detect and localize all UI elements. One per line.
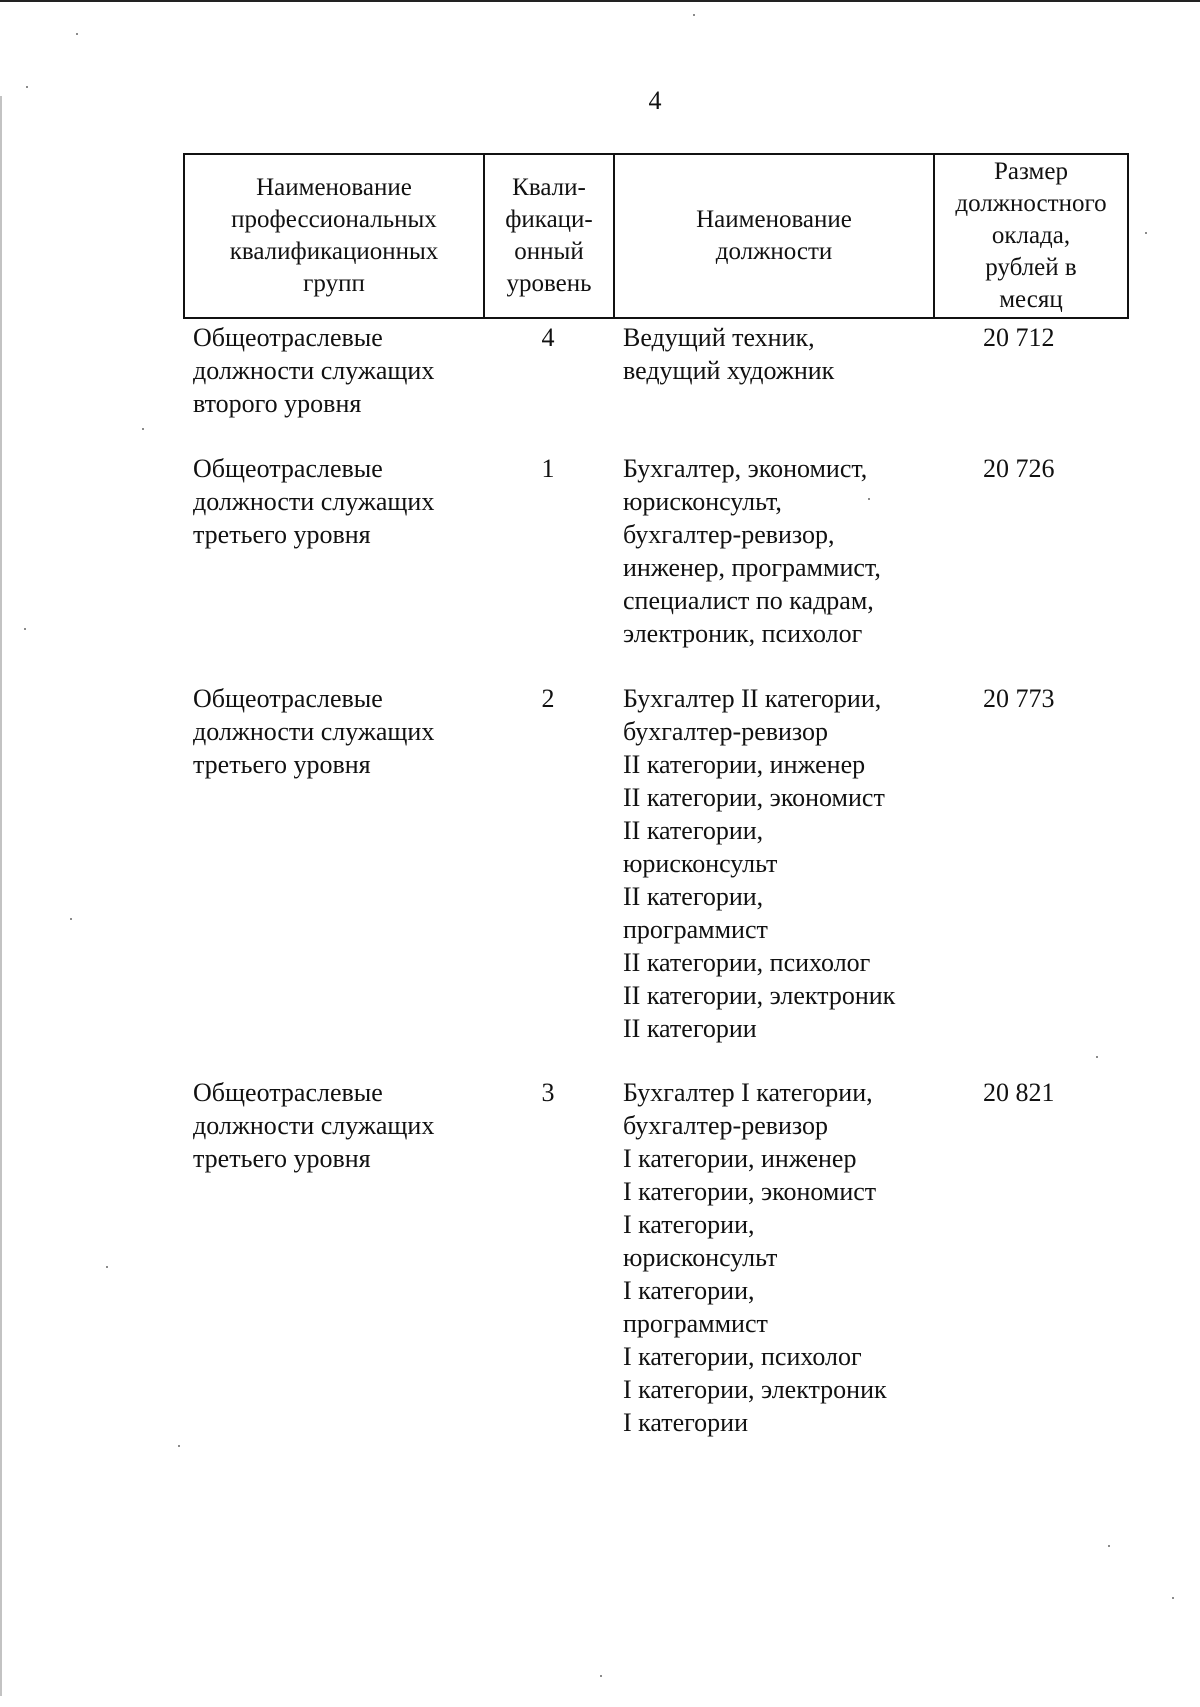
header-line: Квали-: [512, 174, 586, 201]
position-line: I категории, электроник: [623, 1375, 887, 1404]
position-cell: [623, 1076, 943, 1439]
scan-speck: [1145, 232, 1147, 234]
header-line: Наименование: [696, 206, 852, 233]
header-line: уровень: [506, 270, 592, 297]
position-line: I категории,: [623, 1210, 755, 1239]
group-line: Общеотраслевые: [193, 1078, 383, 1107]
position-line: II категории,: [623, 882, 764, 911]
position-line: I категории,: [623, 1276, 755, 1305]
scan-top-edge: [0, 0, 1200, 2]
group-line: Общеотраслевые: [193, 454, 383, 483]
position-cell: [623, 321, 943, 387]
position-line: юрисконсульт: [623, 1243, 778, 1272]
position-line: программист: [623, 915, 768, 944]
page-number: 4: [648, 86, 662, 115]
position-line: I категории, психолог: [623, 1342, 862, 1371]
position-line: II категории, экономист: [623, 783, 885, 812]
scan-speck: [24, 628, 26, 630]
group-line: третьего уровня: [193, 750, 371, 779]
scan-speck: [26, 86, 28, 88]
position-line: I категории, экономист: [623, 1177, 877, 1206]
header-line: квалификационных: [229, 238, 439, 265]
position-line: II категории,: [623, 816, 764, 845]
scan-speck: [1108, 1545, 1110, 1547]
group-cell: [193, 1076, 483, 1175]
salary-cell: 20 773: [983, 684, 1055, 713]
group-line: Общеотраслевые: [193, 684, 383, 713]
position-line: Бухгалтер I категории,: [623, 1078, 873, 1107]
scan-speck: [76, 33, 78, 35]
salary-cell: 20 726: [983, 454, 1055, 483]
group-line: третьего уровня: [193, 1144, 371, 1173]
scan-speck: [106, 1266, 108, 1268]
header-line: профессиональных: [231, 206, 437, 233]
header-line: рублей в: [985, 254, 1077, 281]
position-line: бухгалтер-ревизор: [623, 717, 829, 746]
position-cell: [623, 452, 943, 650]
group-cell: [193, 682, 483, 781]
header-salary: [935, 155, 1127, 317]
position-line: II категории, инженер: [623, 750, 866, 779]
header-line: должностного: [955, 190, 1107, 217]
position-line: бухгалтер-ревизор,: [623, 520, 835, 549]
salary-cell: 20 712: [983, 323, 1055, 352]
header-line: должности: [715, 238, 833, 265]
position-line: специалист по кадрам,: [623, 586, 874, 615]
position-line: Бухгалтер, экономист,: [623, 454, 868, 483]
header-line: групп: [303, 270, 365, 297]
position-line: I категории, инженер: [623, 1144, 857, 1173]
salary-cell: 20 821: [983, 1078, 1055, 1107]
scan-speck: [70, 918, 72, 920]
group-line: третьего уровня: [193, 520, 371, 549]
group-cell: [193, 321, 483, 420]
header-line: Размер: [994, 158, 1068, 185]
group-cell: [193, 452, 483, 551]
header-line: Наименование: [256, 174, 412, 201]
position-line: бухгалтер-ревизор: [623, 1111, 829, 1140]
position-line: I категории: [623, 1408, 749, 1437]
scan-left-edge: [0, 96, 2, 1696]
group-line: должности служащих: [193, 1111, 435, 1140]
group-line: должности служащих: [193, 717, 435, 746]
scan-speck: [1096, 1056, 1098, 1058]
scan-speck: [600, 1675, 602, 1677]
position-line: программист: [623, 1309, 768, 1338]
position-line: II категории: [623, 1014, 757, 1043]
scan-speck: [1172, 1597, 1174, 1599]
header-qualification-level: [485, 155, 615, 317]
level-cell: 2: [541, 684, 555, 713]
level-cell: 4: [541, 323, 555, 352]
group-line: должности служащих: [193, 356, 435, 385]
header-line: онный: [514, 238, 584, 265]
position-line: юрисконсульт,: [623, 487, 782, 516]
group-line: должности служащих: [193, 487, 435, 516]
group-line: второго уровня: [193, 389, 362, 418]
position-line: II категории, психолог: [623, 948, 871, 977]
position-cell: [623, 682, 943, 1045]
position-line: Ведущий техник,: [623, 323, 815, 352]
header-group-name: [185, 155, 485, 317]
position-line: электроник, психолог: [623, 619, 863, 648]
position-line: II категории, электроник: [623, 981, 896, 1010]
header-line: оклада,: [991, 222, 1071, 249]
position-line: Бухгалтер II категории,: [623, 684, 882, 713]
scan-speck: [693, 14, 695, 16]
position-line: ведущий художник: [623, 356, 835, 385]
group-line: Общеотраслевые: [193, 323, 383, 352]
position-line: инженер, программист,: [623, 553, 881, 582]
scan-speck: [142, 428, 144, 430]
level-cell: 3: [541, 1078, 555, 1107]
scan-speck: [178, 1445, 180, 1447]
level-cell: 1: [541, 454, 555, 483]
header-line: месяц: [999, 286, 1063, 313]
header-line: фикаци-: [505, 206, 593, 233]
scan-speck: [868, 498, 870, 500]
position-line: юрисконсульт: [623, 849, 778, 878]
header-position-name: [615, 155, 935, 317]
table-header: [183, 153, 1129, 319]
